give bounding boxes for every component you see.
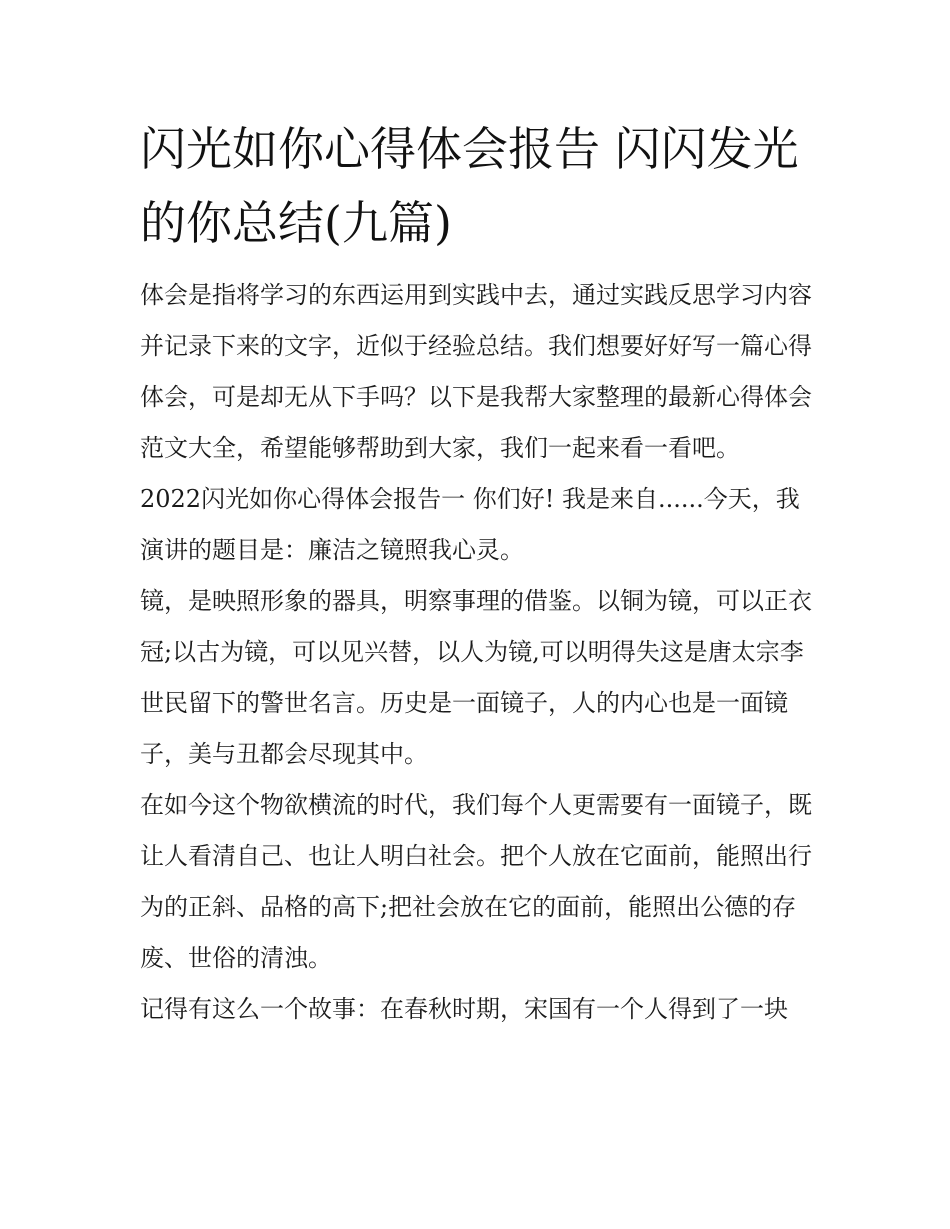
paragraph-intro: 体会是指将学习的东西运用到实践中去，通过实践反思学习内容并记录下来的文字，近似于经验总结。我们想要好好写一篇心得体会，可是却无从下手吗？以下是我帮大家整理的最新心得体会范文大全，希望能够帮助到大家，我们一起来看一看吧。 (140, 281, 812, 462)
paragraph-story: 记得有这么一个故事：在春秋时期，宋国有一个人得到了一块 (140, 995, 788, 1023)
title-block (140, 112, 812, 260)
paragraph-mirror: 镜，是映照形象的器具，明察事理的借鉴。以铜为镜，可以正衣冠;以古为镜，可以见兴替，以人为镜,可以明得失这是唐太宗李世民留下的警世名言。历史是一面镜子，人的内心也是一面镜子，美与丑都会尽现其中。 (140, 587, 812, 768)
paragraph-speech-opening: 2022闪光如你心得体会报告一 你们好! 我是来自......今天，我演讲的题目是：廉洁之镜照我心灵。 (140, 485, 800, 564)
document-title: 闪光如你心得体会报告 闪闪发光的你总结(九篇) (140, 122, 799, 250)
paragraph-society: 在如今这个物欲横流的时代，我们每个人更需要有一面镜子，既让人看清自己、也让人明白社会。把个人放在它面前，能照出行为的正斜、品格的高下;把社会放在它的面前，能照出公德的存废、世俗的清浊。 (140, 791, 812, 972)
document-body (140, 112, 812, 1035)
